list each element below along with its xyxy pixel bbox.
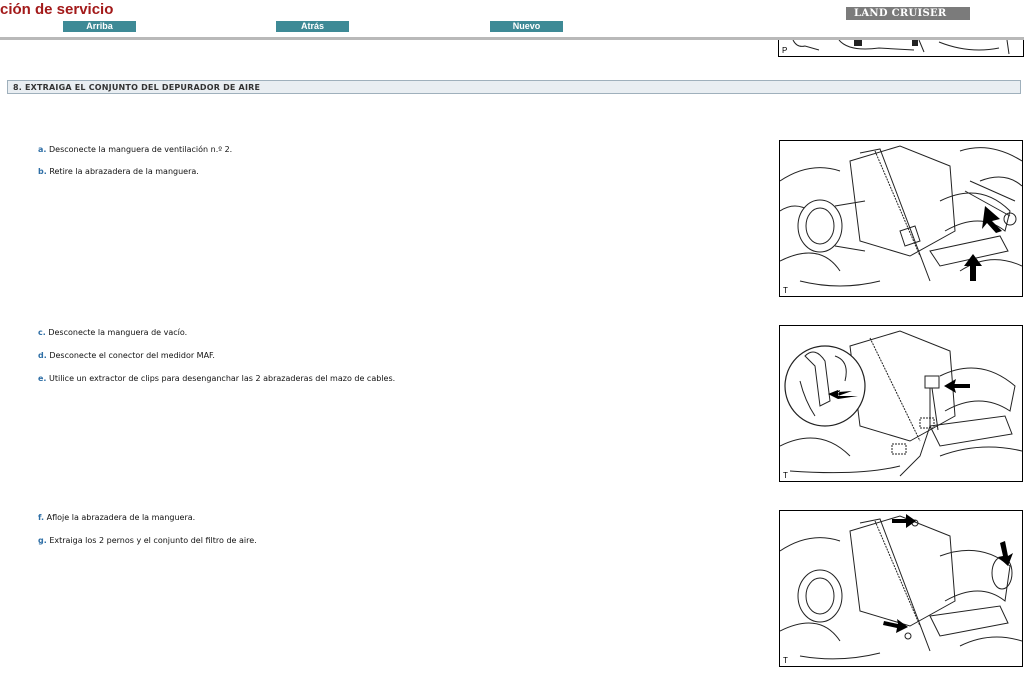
step-text: Desconecte el conector del medidor MAF. <box>49 351 215 360</box>
step-letter: d. <box>38 351 47 360</box>
vehicle-model-badge: LAND CRUISER <box>846 7 970 20</box>
step-item <box>38 374 395 383</box>
figure-label: T <box>783 656 788 665</box>
figure-2 <box>779 325 1023 482</box>
step-letter: c. <box>38 328 46 337</box>
step-item <box>38 513 195 522</box>
step-item <box>38 167 199 176</box>
nav-back-button[interactable]: Atrás <box>276 21 349 32</box>
nav-new-button[interactable]: Nuevo <box>490 21 563 32</box>
nav-up-button[interactable]: Arriba <box>63 21 136 32</box>
step-item <box>38 351 215 360</box>
header <box>0 0 1024 40</box>
step-text: Retire la abrazadera de la manguera. <box>49 167 199 176</box>
page-title: ción de servicio <box>0 1 114 18</box>
engine-illustration-icon <box>780 326 1022 481</box>
figure-label: P <box>782 46 788 55</box>
step-text: Desconecte la manguera de vacío. <box>48 328 188 337</box>
step-text: Afloje la abrazadera de la manguera. <box>46 513 196 522</box>
step-item <box>38 145 232 154</box>
step-text: Extraiga los 2 pernos y el conjunto del filtro de aire. <box>49 536 257 545</box>
step-letter: b. <box>38 167 47 176</box>
figure-label: T <box>783 286 788 295</box>
figure-3 <box>779 510 1023 667</box>
step-item <box>38 328 187 337</box>
engine-illustration-icon <box>780 511 1022 666</box>
engine-illustration-icon <box>780 141 1022 296</box>
previous-step-figure <box>778 40 1024 57</box>
step-letter: g. <box>38 536 47 545</box>
step-item <box>38 536 257 545</box>
figure-1 <box>779 140 1023 297</box>
section-header: 8. EXTRAIGA EL CONJUNTO DEL DEPURADOR DE AIRE <box>7 80 1021 94</box>
step-letter: a. <box>38 145 47 154</box>
step-letter: f. <box>38 513 45 522</box>
step-text: Desconecte la manguera de ventilación n.º 2. <box>48 145 233 154</box>
figure-label: T <box>783 471 788 480</box>
step-text: Utilice un extractor de clips para desenganchar las 2 abrazaderas del mazo de cables. <box>49 374 396 383</box>
step-letter: e. <box>38 374 47 383</box>
engine-illustration-icon <box>779 40 1023 56</box>
